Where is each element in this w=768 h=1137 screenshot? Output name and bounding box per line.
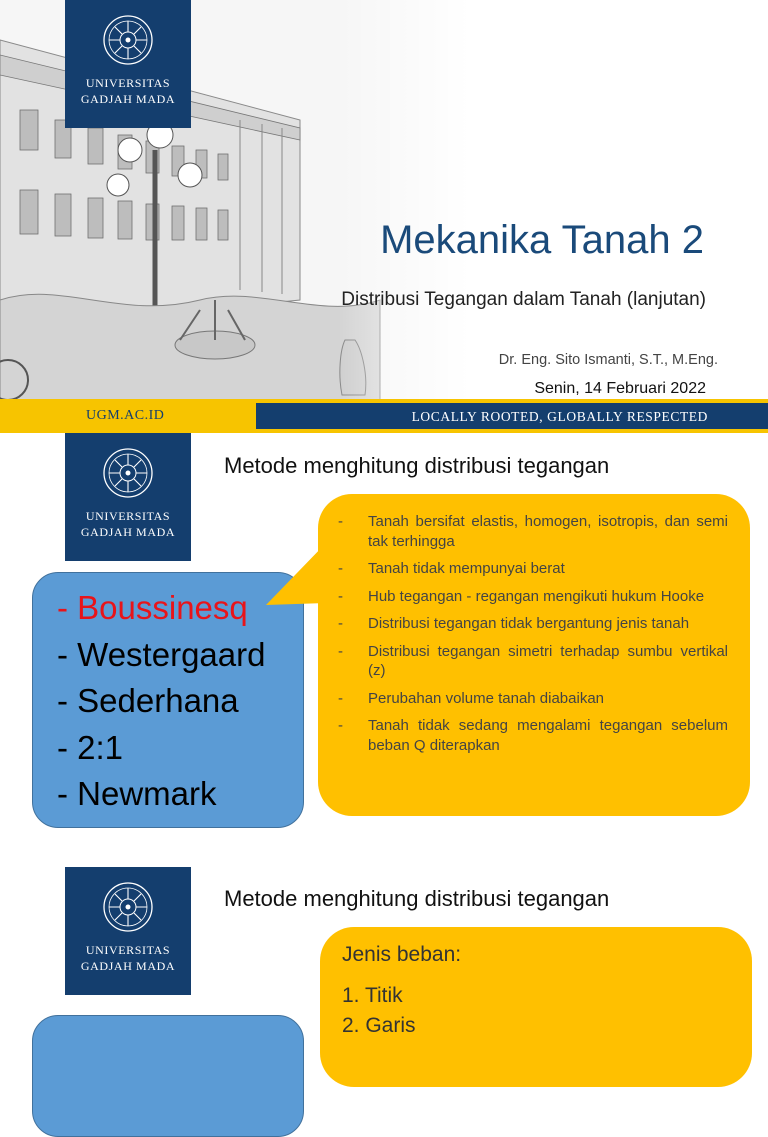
presentation-date: Senin, 14 Februari 2022 (534, 380, 706, 397)
load-types-slide (0, 833, 768, 1037)
website-link[interactable]: UGM.AC.ID (86, 408, 165, 423)
method-item: - Boussinesq (57, 589, 248, 626)
presentation-subtitle: Distribusi Tegangan dalam Tanah (lanjutan) (341, 289, 706, 310)
load-type-item: 2. Garis (342, 1014, 416, 1037)
assumptions-callout (318, 494, 750, 816)
assumption-item: - Distribusi tegangan simetri terhadap sumbu vertikal (z) (338, 642, 728, 679)
presentation-title: Mekanika Tanah 2 (380, 218, 704, 262)
author-name: Dr. Eng. Sito Ismanti, S.T., M.Eng. (498, 352, 718, 368)
slide-footer (0, 399, 768, 433)
callout-pointer (266, 543, 326, 623)
university-name-line2: GADJAH MADA (80, 525, 176, 539)
ugm-emblem-icon (102, 447, 154, 499)
method-item: - Westergaard (57, 635, 266, 673)
slide-title: Metode menghitung distribusi tegangan (224, 886, 610, 911)
assumptions-list (338, 512, 728, 763)
tagline: LOCALLY ROOTED, GLOBALLY RESPECTED (411, 409, 708, 424)
ugm-emblem-icon (102, 14, 154, 66)
slide-title: Metode menghitung distribusi tegangan (224, 453, 610, 478)
methods-box (32, 572, 304, 828)
load-types-callout (320, 927, 752, 1087)
university-name-line2: GADJAH MADA (80, 92, 176, 106)
university-name-line1: UNIVERSITAS (85, 76, 171, 90)
assumption-item: - Perubahan volume tanah diabaikan (338, 689, 605, 707)
methods-box (32, 1015, 304, 1137)
ugm-logo (65, 0, 191, 128)
load-type-item: 1. Titik (342, 984, 403, 1007)
method-item: - Sederhana (57, 682, 239, 719)
ugm-emblem-icon (102, 881, 154, 933)
load-types-heading: Jenis beban: (342, 943, 462, 966)
method-item: - 2:1 (57, 728, 124, 766)
title-slide (0, 0, 768, 433)
load-types-list (342, 981, 416, 1041)
assumption-item: - Tanah tidak mempunyai berat (338, 560, 565, 577)
methods-slide (0, 433, 768, 833)
ugm-logo (65, 867, 191, 995)
assumption-item: - Distribusi tegangan tidak bergantung jenis tanah (338, 615, 690, 632)
university-name-line2: GADJAH MADA (80, 959, 176, 973)
assumption-item: - Tanah tidak sedang mengalami tegangan sebelum beban Q diterapkan (338, 717, 728, 754)
assumption-item: - Hub tegangan - regangan mengikuti hukum Hooke (338, 587, 705, 605)
university-name-line1: UNIVERSITAS (85, 943, 171, 957)
university-name-line1: UNIVERSITAS (85, 509, 171, 523)
ugm-logo (65, 433, 191, 561)
assumption-item: - Tanah bersifat elastis, homogen, isotropis, dan semi tak terhingga (338, 513, 728, 550)
method-item: - Newmark (57, 775, 217, 812)
methods-list (57, 585, 265, 818)
